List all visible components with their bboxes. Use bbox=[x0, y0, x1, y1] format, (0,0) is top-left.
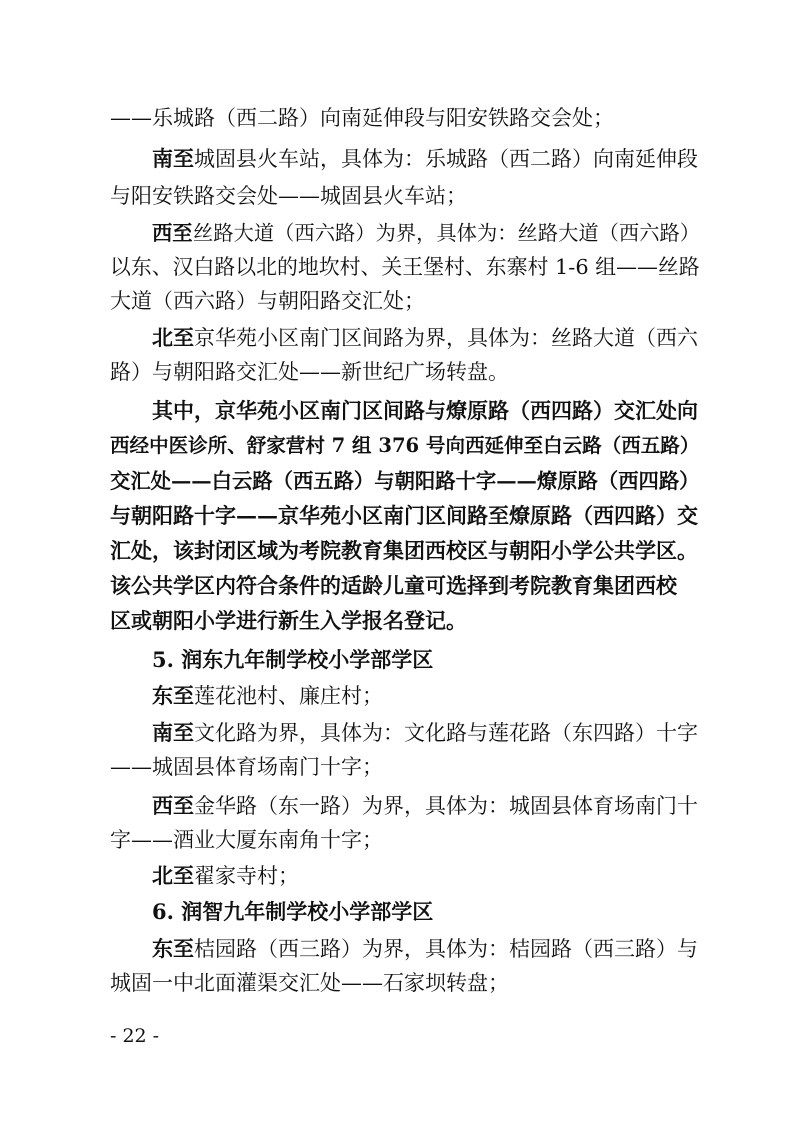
text-line bbox=[0, 858, 793, 894]
direction-label-south: 南至 bbox=[152, 146, 194, 171]
line-text: 汇处，该封闭区域为考院教育集团西校区与朝阳小学公共学区。 bbox=[110, 538, 698, 563]
text-line bbox=[0, 533, 793, 569]
text-line bbox=[0, 715, 793, 751]
section-heading-text: 6. 润智九年制学校小学部学区 bbox=[152, 899, 434, 924]
text-line bbox=[0, 788, 793, 824]
line-text: 桔园路（西三路）为界，具体为：桔园路（西三路）与 bbox=[194, 937, 698, 961]
line-text: 文化路为界，具体为：文化路与莲花路（东四路）十字 bbox=[194, 721, 698, 745]
text-line bbox=[0, 463, 793, 499]
section-heading-text: 5. 润东九年制学校小学部学区 bbox=[152, 647, 434, 672]
text-line bbox=[0, 931, 793, 967]
line-text: 区或朝阳小学进行新生入学报名登记。 bbox=[110, 608, 467, 633]
line-text: ——乐城路（西二路）向南延伸段与阳安铁路交会处； bbox=[110, 106, 614, 130]
direction-label-west: 西至 bbox=[152, 221, 193, 245]
text-line bbox=[0, 749, 793, 785]
text-line bbox=[0, 603, 793, 639]
text-line bbox=[0, 354, 793, 390]
line-text: 金华路（东一路）为界，具体为：城固县体育场南门十 bbox=[194, 794, 698, 818]
line-text: 翟家寺村； bbox=[194, 864, 299, 888]
line-text: 路）与朝阳路交汇处——新世纪广场转盘。 bbox=[110, 360, 509, 384]
direction-label-north: 北至 bbox=[152, 325, 194, 350]
direction-label-south: 南至 bbox=[152, 720, 194, 745]
section-heading bbox=[0, 894, 793, 930]
text-line bbox=[0, 428, 793, 464]
line-text: 与阳安铁路交会处——城固县火车站； bbox=[110, 184, 467, 208]
text-line bbox=[0, 393, 793, 429]
line-text: ——城固县体育场南门十字； bbox=[110, 755, 383, 779]
text-line bbox=[0, 141, 793, 177]
line-text: 与朝阳路十字——京华苑小区南门区间路至燎原路（西四路）交 bbox=[110, 503, 698, 528]
text-line bbox=[0, 822, 793, 858]
line-text: 该公共学区内符合条件的适龄儿童可选择到考院教育集团西校 bbox=[110, 573, 677, 598]
text-line bbox=[0, 568, 793, 604]
line-text: 其中，京华苑小区南门区间路与燎原路（西四路）交汇处向 bbox=[152, 398, 698, 423]
text-line bbox=[0, 215, 793, 251]
page-number: - 22 - bbox=[110, 1025, 160, 1047]
section-heading bbox=[0, 642, 793, 678]
text-line bbox=[0, 498, 793, 534]
line-text: 莲花池村、廉庄村； bbox=[194, 684, 383, 708]
line-text: 以东、汉白路以北的地坎村、关王堡村、东寨村 1-6 组——丝路 bbox=[110, 255, 700, 279]
direction-label-west: 西至 bbox=[152, 793, 194, 818]
text-line bbox=[0, 965, 793, 1001]
line-text: 城固一中北面灌渠交汇处——石家坝转盘； bbox=[110, 971, 509, 995]
text-line bbox=[0, 249, 793, 285]
line-text: 字——酒业大厦东南角十字； bbox=[110, 828, 383, 852]
line-text: 西经中医诊所、舒家营村 7 组 376 号向西延伸至白云路（西五路） bbox=[110, 434, 700, 457]
text-line bbox=[0, 178, 793, 214]
text-line bbox=[0, 320, 793, 356]
text-line bbox=[0, 100, 793, 136]
line-text: 交汇处——白云路（西五路）与朝阳路十字——燎原路（西四路） bbox=[110, 469, 700, 493]
direction-label-east: 东至 bbox=[152, 683, 194, 708]
direction-label-north: 北至 bbox=[152, 863, 194, 888]
text-line bbox=[0, 678, 793, 714]
line-text: 城固县火车站，具体为：乐城路（西二路）向南延伸段 bbox=[194, 147, 698, 171]
direction-label-east: 东至 bbox=[152, 936, 194, 961]
line-text: 大道（西六路）与朝阳路交汇处； bbox=[110, 289, 425, 313]
line-text: 丝路大道（西六路）为界，具体为：丝路大道（西六路） bbox=[193, 221, 701, 245]
line-text: 京华苑小区南门区间路为界，具体为：丝路大道（西六 bbox=[194, 326, 698, 350]
text-line bbox=[0, 283, 793, 319]
